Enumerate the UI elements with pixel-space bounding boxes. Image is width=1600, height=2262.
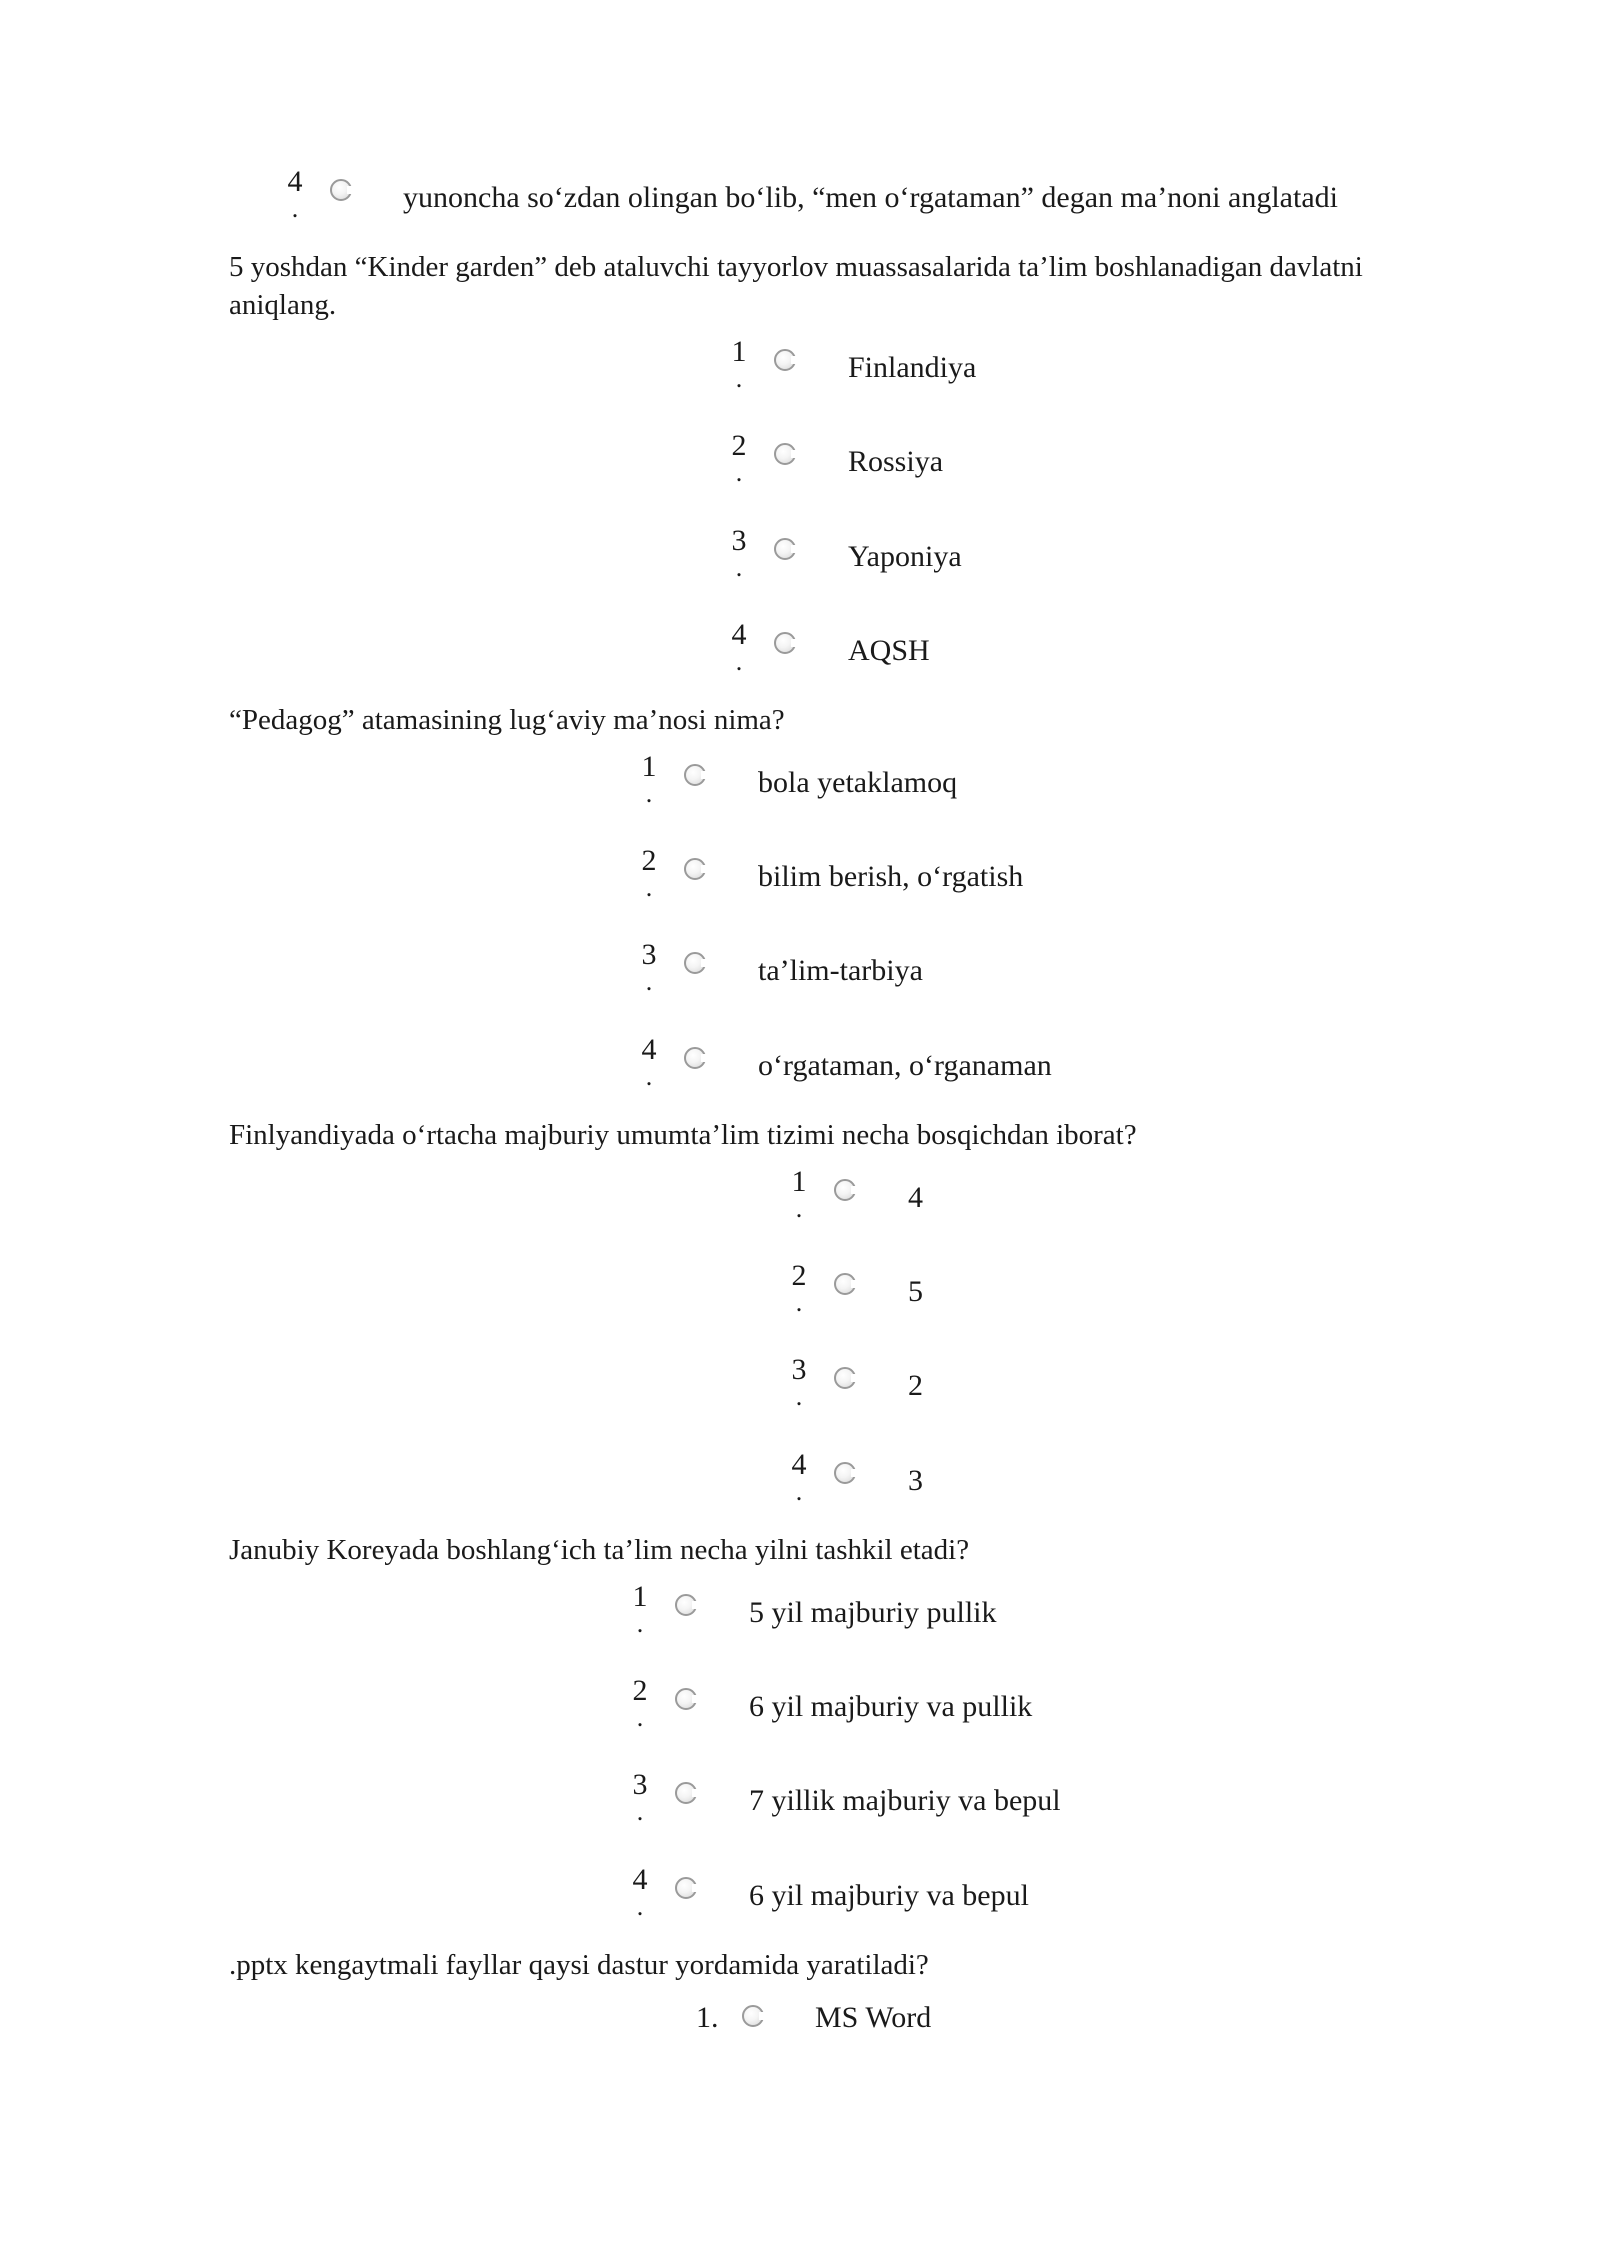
- option-number: 4: [731, 618, 747, 651]
- option-number: 2: [791, 1259, 807, 1292]
- question-text: 5 yoshdan “Kinder garden” deb ataluvchi tayyorlov muassasalarida ta’lim boshlanadigan davlatni aniqlang.: [229, 251, 1363, 321]
- option-number: 3: [791, 1353, 807, 1386]
- option-number: 4: [632, 1863, 648, 1896]
- option-number-dot: .: [795, 1288, 803, 1317]
- option-number: 3: [632, 1768, 648, 1801]
- question-text: Finlyandiyada o‘rtacha majburiy umumta’lim tizimi necha bosqichdan iborat?: [229, 1119, 1137, 1151]
- option-label: Finlandiya: [848, 351, 977, 384]
- radio-button[interactable]: [684, 858, 706, 880]
- option-number-dot: .: [636, 1703, 644, 1732]
- option-number: 3: [641, 938, 657, 971]
- option-number: 1: [641, 750, 657, 783]
- option-label: Rossiya: [848, 445, 944, 478]
- radio-button[interactable]: [675, 1594, 697, 1616]
- option-label: 3: [908, 1464, 923, 1497]
- option-number-dot: .: [645, 967, 653, 996]
- radio-button[interactable]: [684, 764, 706, 786]
- option-number-dot: .: [636, 1892, 644, 1921]
- option-label: yunoncha so‘zdan olingan bo‘lib, “men o‘rgataman” degan ma’noni anglatadi: [403, 181, 1338, 214]
- option-number: 1: [731, 335, 747, 368]
- option-label: bola yetaklamoq: [758, 766, 958, 799]
- radio-button[interactable]: [684, 952, 706, 974]
- option-number: 1: [791, 1165, 807, 1198]
- radio-button[interactable]: [774, 349, 796, 371]
- option-number: 4: [641, 1033, 657, 1066]
- option-label: AQSH: [848, 634, 930, 667]
- option-number-dot: .: [645, 779, 653, 808]
- question-text: “Pedagog” atamasining lug‘aviy ma’nosi nima?: [229, 704, 785, 736]
- question-text: Janubiy Koreyada boshlang‘ich ta’lim necha yilni tashkil etadi?: [229, 1534, 970, 1566]
- option-number: 4: [791, 1448, 807, 1481]
- radio-button[interactable]: [834, 1462, 856, 1484]
- option-number-dot: .: [735, 458, 743, 487]
- radio-button[interactable]: [330, 179, 352, 201]
- option-number-dot: .: [735, 553, 743, 582]
- radio-button[interactable]: [742, 2005, 764, 2027]
- option-number-dot: .: [645, 1062, 653, 1091]
- option-label: 5: [908, 1275, 923, 1308]
- radio-button[interactable]: [675, 1877, 697, 1899]
- option-number: 1: [632, 1580, 648, 1613]
- radio-button[interactable]: [684, 1047, 706, 1069]
- option-number-dot: .: [795, 1194, 803, 1223]
- option-label: 6 yil majburiy va bepul: [749, 1879, 1029, 1912]
- option-label: o‘rgataman, o‘rganaman: [758, 1049, 1052, 1082]
- option-number-dot: .: [795, 1382, 803, 1411]
- option-label: 5 yil majburiy pullik: [749, 1596, 997, 1629]
- option-label: MS Word: [815, 2001, 932, 2034]
- option-label: ta’lim-tarbiya: [758, 954, 923, 987]
- option-number-dot: .: [735, 364, 743, 393]
- option-number-dot: .: [636, 1609, 644, 1638]
- option-number-dot: .: [291, 194, 299, 223]
- option-label: 6 yil majburiy va pullik: [749, 1690, 1033, 1723]
- radio-button[interactable]: [834, 1367, 856, 1389]
- option-number: 3: [731, 524, 747, 557]
- radio-button[interactable]: [834, 1179, 856, 1201]
- radio-button[interactable]: [675, 1782, 697, 1804]
- option-number-dot: .: [795, 1477, 803, 1506]
- option-label: Yaponiya: [848, 540, 962, 573]
- option-number: 2: [731, 429, 747, 462]
- option-label: 4: [908, 1181, 923, 1214]
- option-number: 4: [287, 165, 303, 198]
- question-text: .pptx kengaytmali fayllar qaysi dastur yordamida yaratiladi?: [229, 1949, 929, 1981]
- radio-button[interactable]: [675, 1688, 697, 1710]
- option-label: 7 yillik majburiy va bepul: [749, 1784, 1061, 1817]
- option-number-dot: .: [636, 1797, 644, 1826]
- radio-button[interactable]: [774, 443, 796, 465]
- radio-button[interactable]: [774, 632, 796, 654]
- option-number-dot: .: [645, 873, 653, 902]
- option-number: 1.: [696, 2001, 719, 2034]
- option-number: 2: [632, 1674, 648, 1707]
- option-label: 2: [908, 1369, 923, 1402]
- radio-button[interactable]: [774, 538, 796, 560]
- option-label: bilim berish, o‘rgatish: [758, 860, 1024, 893]
- radio-button[interactable]: [834, 1273, 856, 1295]
- option-number-dot: .: [735, 647, 743, 676]
- option-number: 2: [641, 844, 657, 877]
